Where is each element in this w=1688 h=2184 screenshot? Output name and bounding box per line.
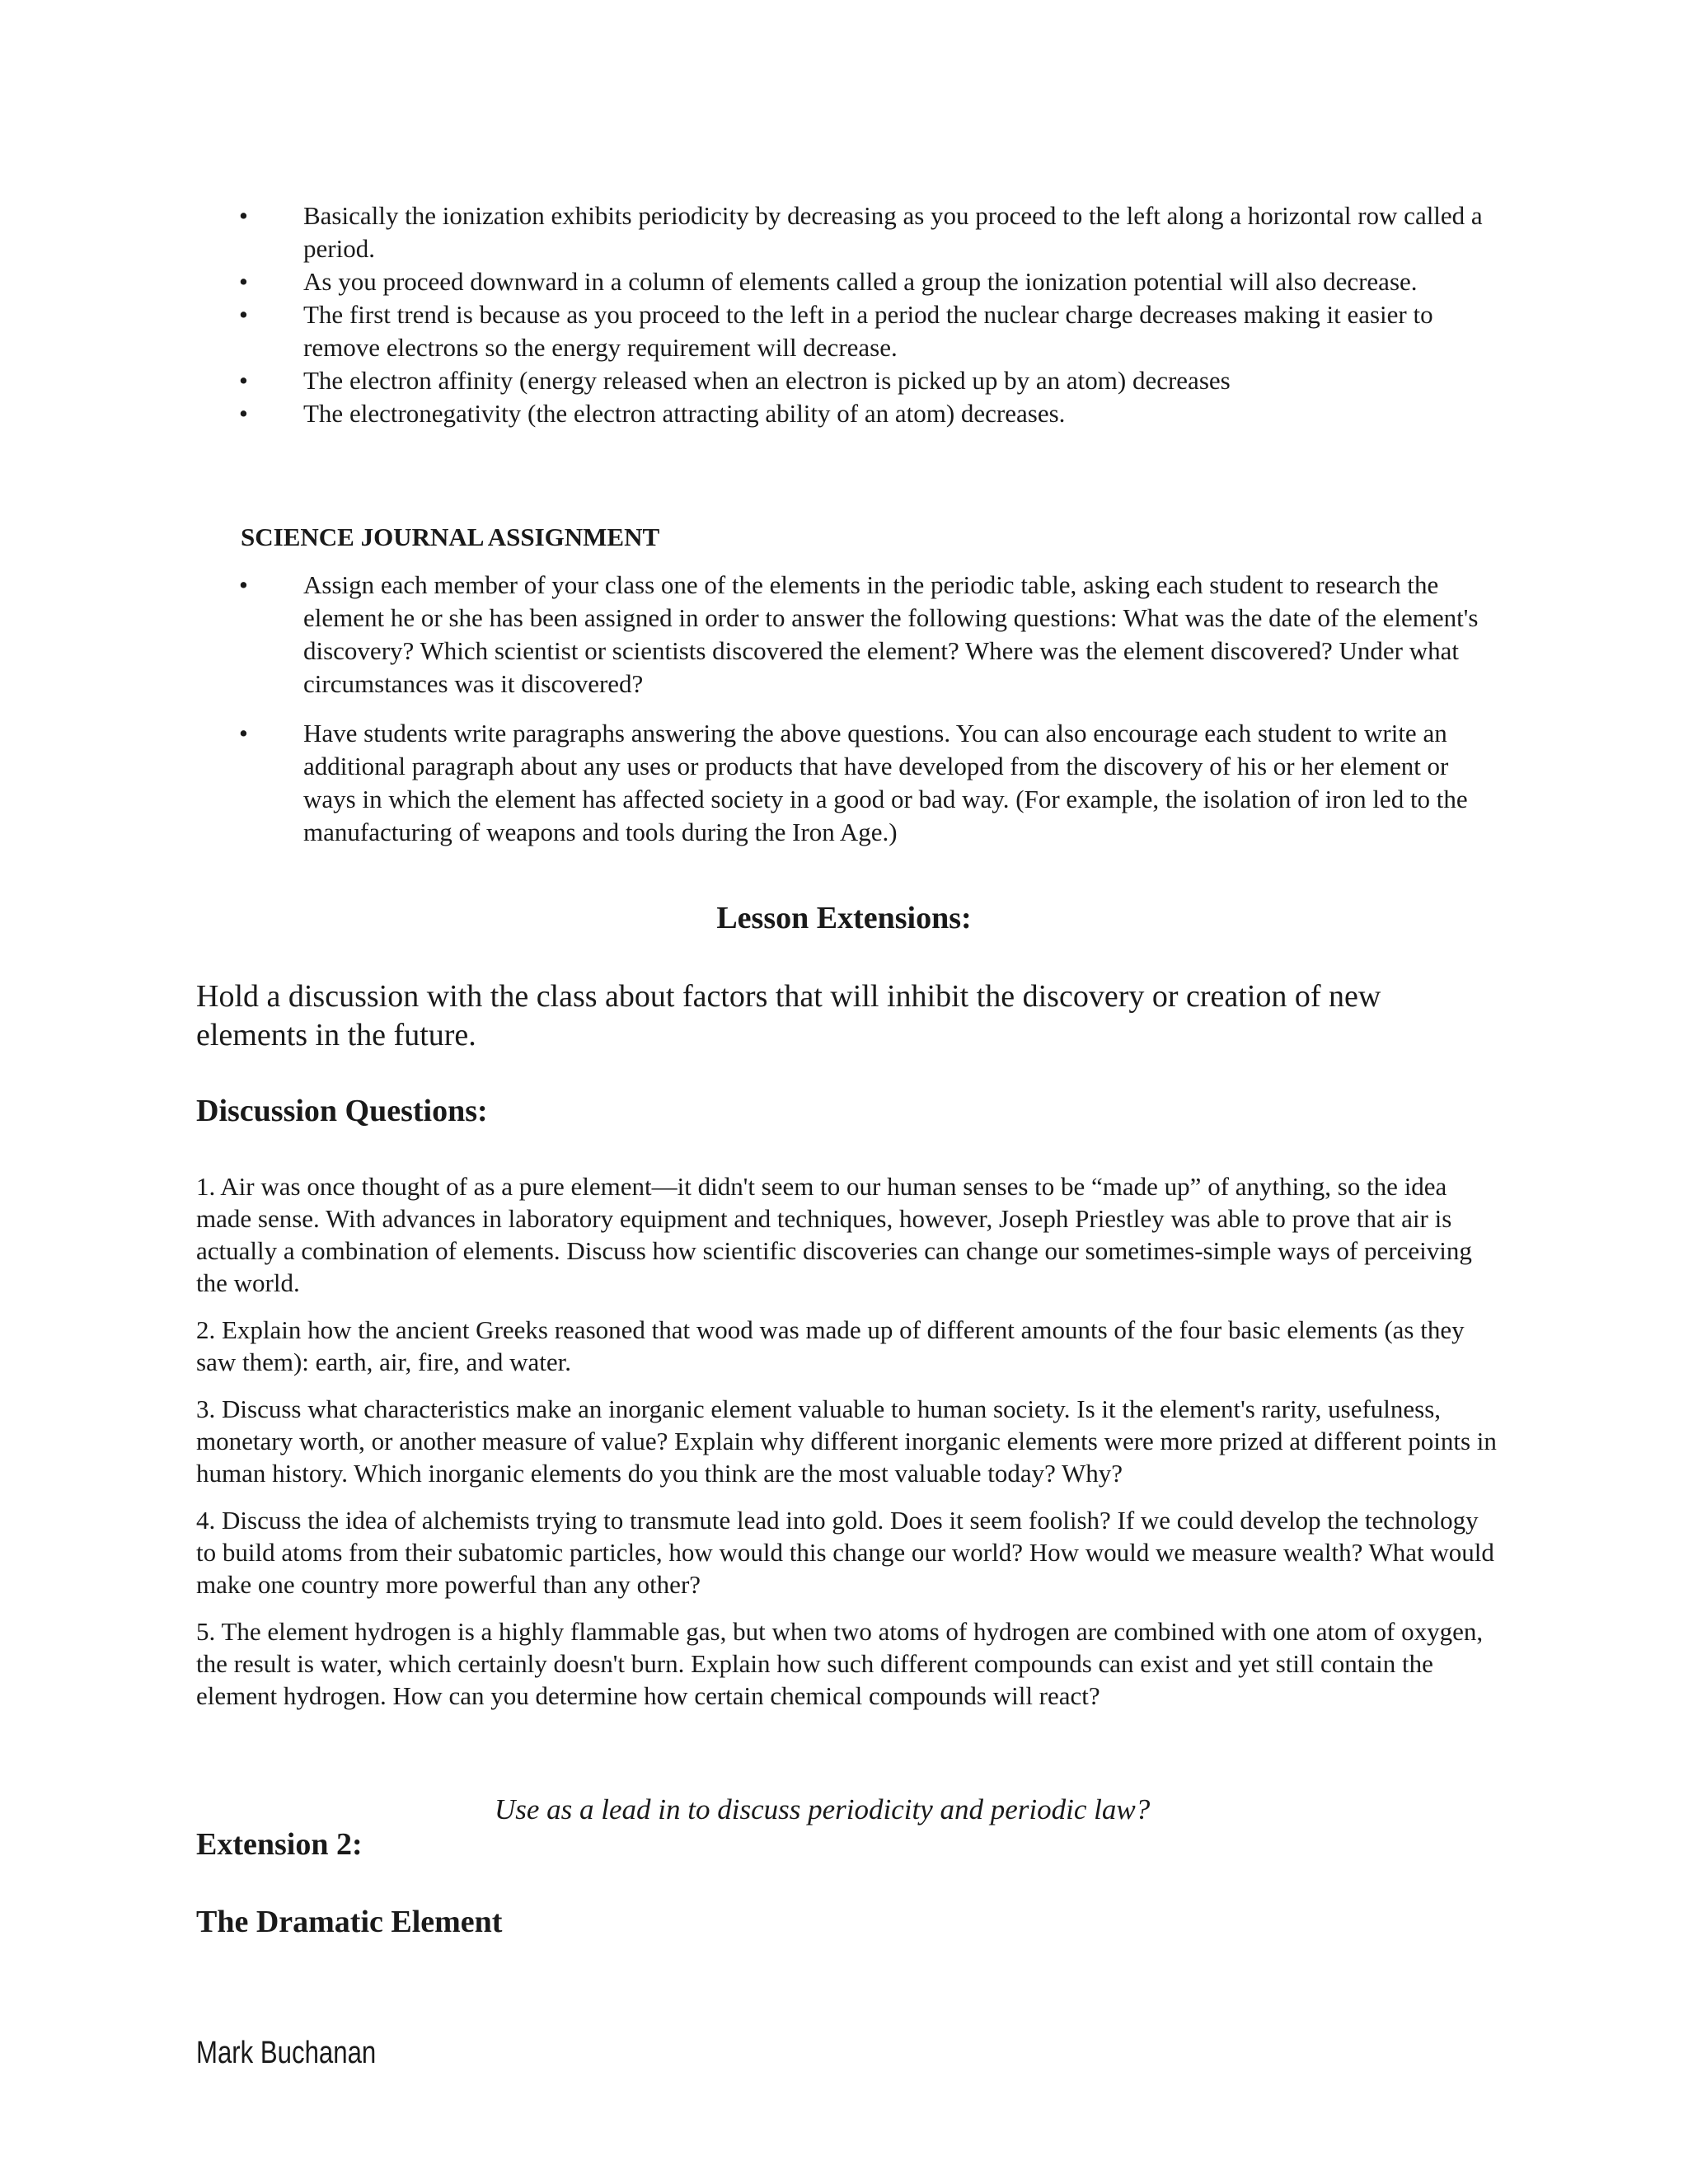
- discussion-question: 2. Explain how the ancient Greeks reasoned that wood was made up of different amounts of the four basic elements (as they saw them): earth, air, fire, and water.: [196, 1315, 1465, 1376]
- list-item: • As you proceed downward in a column of elements called a group the ionization potential will also decrease.: [239, 265, 1500, 298]
- discussion-question: 1. Air was once thought of as a pure element—it didn't seem to our human senses to be “made up” of anything, so the idea made sense. With advances in laboratory equipment and techniques, however, Joseph Priestley was able to prove that air is actually a combination of elements. Discuss how scientific discoveries can change our sometimes-simple ways of perceiving the world.: [196, 1172, 1472, 1297]
- lesson-extensions-paragraph: Hold a discussion with the class about factors that will inhibit the discovery or creation of new elements in the future.: [196, 979, 1381, 1052]
- list-item: • The electron affinity (energy released when an electron is picked up by an atom) decreases: [239, 364, 1500, 397]
- list-item: • Have students write paragraphs answering the above questions. You can also encourage each student to write an additional paragraph about any uses or products that have developed from the discovery of his or her element or ways in which the element has affected society in a good or bad way. (For example, the isolation of iron led to the manufacturing of weapons and tools during the Iron Age.): [239, 717, 1500, 849]
- discussion-questions-heading: Discussion Questions:: [196, 1094, 488, 1128]
- list-item: • The first trend is because as you proceed to the left in a period the nuclear charge decreases making it easier to remove electrons so the energy requirement will decrease.: [239, 298, 1500, 364]
- lesson-extensions-heading: Lesson Extensions:: [716, 901, 972, 935]
- list-item: • The electronegativity (the electron attracting ability of an atom) decreases.: [239, 397, 1500, 430]
- extension-2-heading: Extension 2:: [196, 1827, 363, 1862]
- discussion-question: 5. The element hydrogen is a highly flammable gas, but when two atoms of hydrogen are combined with one atom of oxygen, the result is water, which certainly doesn't burn. Explain how such different compounds can exist and yet still contain the element hydrogen. How can you determine how certain chemical compounds will react?: [196, 1617, 1484, 1710]
- science-journal-list: [239, 569, 1500, 865]
- author-name: Mark Buchanan: [196, 2036, 377, 2070]
- discussion-question: 3. Discuss what characteristics make an inorganic element valuable to human society. Is it the element's rarity, usefulness, monetary worth, or another measure of value? Explain why different inorganic elements were more prized at different points in human history. Which inorganic elements do you think are the most valuable today? Why?: [196, 1394, 1497, 1488]
- list-item: • Assign each member of your class one of the elements in the periodic table, asking each student to research the element he or she has been assigned in order to answer the following questions: What was the date of the element's discovery? Which scientist or scientists discovered the element? Where was the element discovered? Under what circumstances was it discovered?: [239, 569, 1500, 701]
- italic-lead-note: Use as a lead in to discuss periodicity and periodic law?: [495, 1793, 1151, 1825]
- science-journal-heading: SCIENCE JOURNAL ASSIGNMENT: [241, 523, 660, 551]
- list-item: • Basically the ionization exhibits periodicity by decreasing as you proceed to the left along a horizontal row called a period.: [239, 199, 1500, 265]
- dramatic-element-heading: The Dramatic Element: [196, 1905, 503, 1939]
- discussion-questions-list: [196, 1170, 1498, 1727]
- ionization-bullet-list: [239, 199, 1500, 430]
- discussion-question: 4. Discuss the idea of alchemists trying to transmute lead into gold. Does it seem foolish? If we could develop the technology to build atoms from their subatomic particles, how would this change our world? How would we measure wealth? What would make one country more powerful than any other?: [196, 1506, 1494, 1599]
